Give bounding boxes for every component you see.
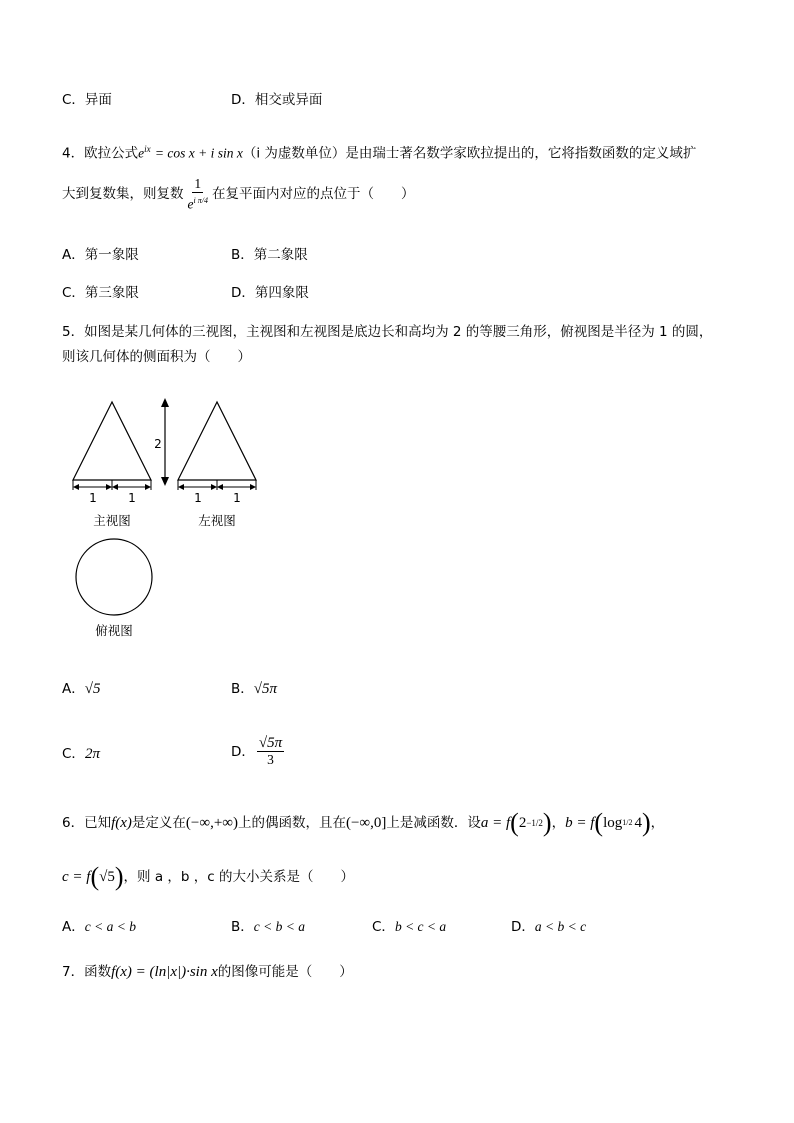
q4-formula-base: e <box>138 145 145 161</box>
q6-option-d <box>511 918 586 936</box>
height-label: 2 <box>154 437 162 451</box>
q4-option-b: B．第二象限 <box>231 247 308 263</box>
q6-text-c: 上的偶函数，且在 <box>237 815 346 831</box>
top-view <box>76 539 152 638</box>
q4-option-c: C．第三象限 <box>62 285 139 301</box>
q7-suffix: 的图像可能是（ ） <box>217 964 353 980</box>
q7-formula: f(x) = (ln|x|)·sin x <box>111 964 218 980</box>
q5-option-c-label: C． <box>62 746 85 762</box>
q6-b-log: log <box>603 815 623 831</box>
top-view-caption: 俯视图 <box>95 623 133 638</box>
q5-option-b-label: B． <box>231 681 254 697</box>
q4-option-a: A．第一象限 <box>62 247 139 263</box>
height-dimension <box>154 398 169 486</box>
q6-option-d-label: D． <box>511 919 535 935</box>
q6-b-def: b = f <box>565 815 595 831</box>
q6-option-c-label: C． <box>372 919 395 935</box>
left-base-label-right: 1 <box>233 491 241 505</box>
q5-option-a-value: √5 <box>84 681 101 697</box>
q6-option-c <box>372 918 446 936</box>
q6-line2: c = f ( √5 ) ，则 a ，b ，c 的大小关系是（ ） <box>62 862 354 891</box>
q5-option-c <box>62 745 100 763</box>
three-view-figure <box>60 396 280 646</box>
q6-b-base: 1/2 <box>622 818 633 827</box>
q4-line2-suffix: 在复平面内对应的点位于（ ） <box>211 186 415 203</box>
q6-interval: (−∞,0] <box>345 815 387 831</box>
q4-option-d: D．第四象限 <box>231 285 309 301</box>
q6-option-b-label: B． <box>231 919 254 935</box>
q5-line2: 则该几何体的侧面积为（ ） <box>62 349 251 365</box>
q5-option-a <box>62 680 100 698</box>
front-view-caption: 主视图 <box>93 513 131 528</box>
q3-option-d: D．相交或异面 <box>231 92 323 108</box>
q6-domain: (−∞,+∞) <box>185 815 238 831</box>
q6-line2-rest: ，则 a ，b ，c 的大小关系是（ ） <box>123 869 354 885</box>
q4-line2 <box>62 176 414 213</box>
q6-a-arg: 2 <box>518 815 527 831</box>
left-view-caption: 左视图 <box>198 513 236 528</box>
q6-fx: f(x) <box>111 815 132 831</box>
left-view <box>178 402 256 528</box>
q5-option-d-label: D． <box>231 743 255 760</box>
q5-option-b-value: √5π <box>253 681 278 697</box>
q6-text-b: 是定义在 <box>131 815 186 831</box>
front-base-label-right: 1 <box>128 491 136 505</box>
q3-option-c: C．异面 <box>62 92 112 108</box>
front-base-label-left: 1 <box>89 491 97 505</box>
q5-option-c-value: 2π <box>84 746 100 762</box>
q4-number: 4．欧拉公式 <box>62 145 139 162</box>
q6-line1: 6．已知 f(x) 是定义在 (−∞,+∞) 上的偶函数，且在 (−∞,0] 上是减函数．设 a = f ( 2 −1/2 ) ， b = f ( log 1/2 4 ) ， <box>62 808 665 837</box>
q4-frac-num: 1 <box>194 176 202 191</box>
q4-fraction <box>186 176 210 213</box>
q6-a-exp: −1/2 <box>526 818 543 828</box>
left-base-label-left: 1 <box>194 491 202 505</box>
q6-option-b <box>231 918 305 936</box>
q4-frac-den-base: e <box>187 196 194 212</box>
q6-c-arg: √5 <box>99 869 115 885</box>
q6-option-b-value: c < b < a <box>253 919 305 934</box>
q4-frac-den-exp: i π/4 <box>193 196 208 205</box>
q5-option-d-den: 3 <box>267 752 274 767</box>
q4-line1 <box>62 140 696 163</box>
q6-option-c-value: b < c < a <box>394 919 447 934</box>
q6-text-d: 上是减函数．设 <box>386 815 481 831</box>
q5-option-d <box>231 735 286 768</box>
q4-line2-prefix: 大到复数集，则复数 <box>62 186 184 203</box>
q6-option-a-value: c < a < b <box>84 919 136 934</box>
q4-formula-rhs: = cos x + i sin x <box>154 145 243 161</box>
q5-option-b <box>231 680 277 698</box>
q6-a-def: a = f <box>480 815 511 831</box>
q7-line <box>62 963 353 981</box>
q4-note: （i 为虚数单位）是由瑞士著名数学家欧拉提出的，它将指数函数的定义域扩 <box>242 145 697 162</box>
front-view <box>73 402 151 528</box>
q6-b-num: 4 <box>634 815 642 831</box>
q5-option-a-label: A． <box>62 681 85 697</box>
q5-option-d-fraction <box>257 735 284 768</box>
q7-prefix: 7．函数 <box>62 964 112 980</box>
q5-line1: 5．如图是某几何体的三视图，主视图和左视图是底边长和高均为 2 的等腰三角形，俯视图是半径为 1 的圆， <box>62 324 713 340</box>
q5-option-d-num: √5π <box>258 735 283 751</box>
q6-option-a <box>62 918 136 936</box>
q4-formula-exp: ix <box>144 144 151 154</box>
q6-option-d-value: a < b < c <box>534 919 587 934</box>
q6-text-a: 6．已知 <box>62 815 112 831</box>
q6-c-def: c = f <box>62 869 91 885</box>
q6-option-a-label: A． <box>62 919 85 935</box>
